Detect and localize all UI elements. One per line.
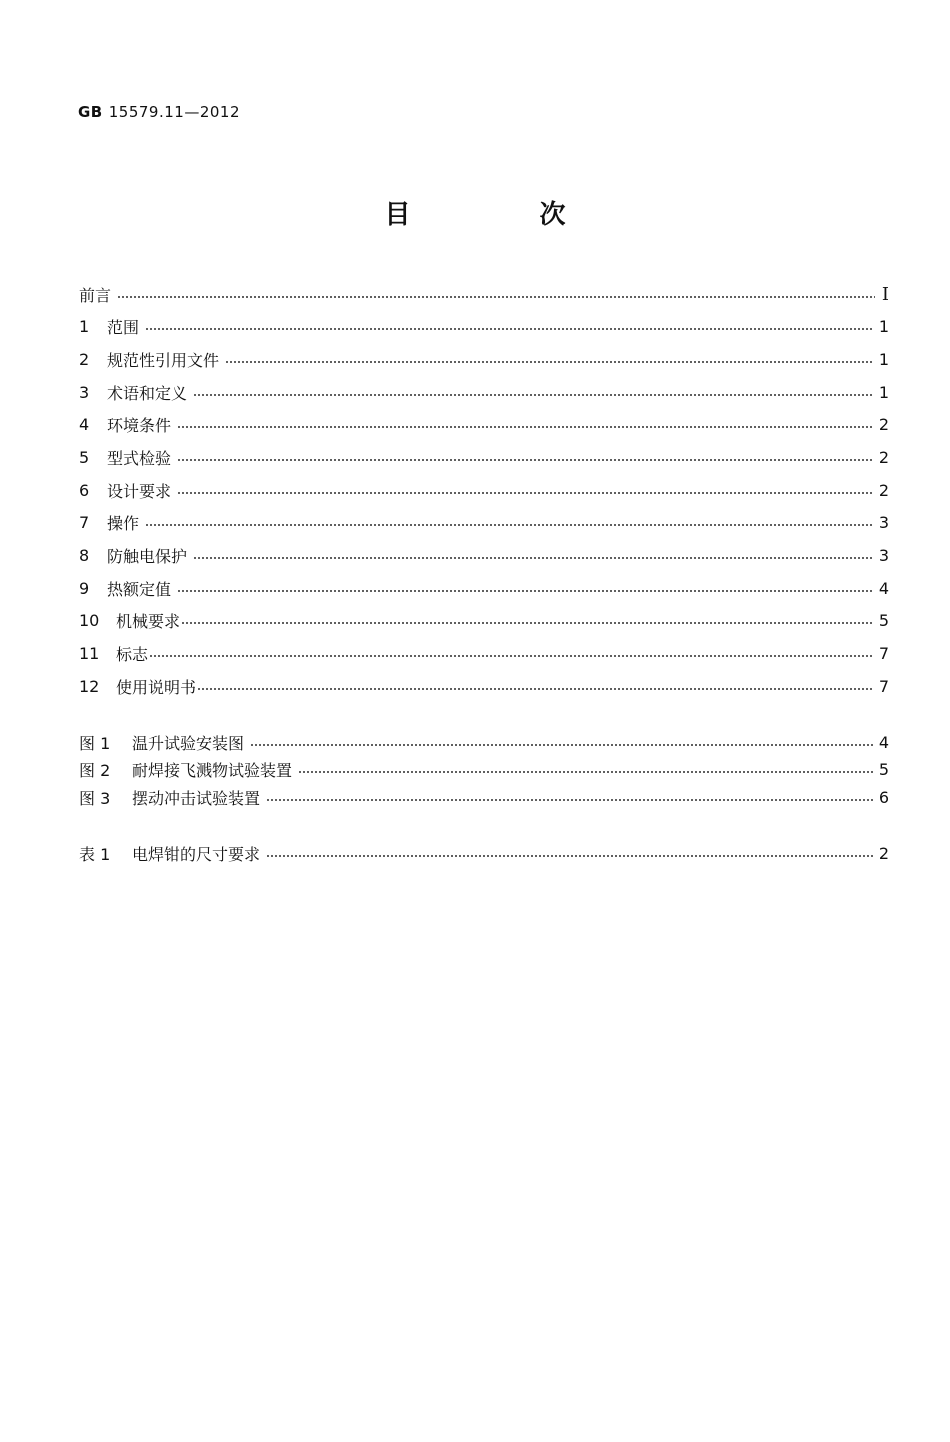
toc-entry-page: 1	[878, 382, 889, 402]
toc-entry-8[interactable]	[79, 543, 889, 567]
toc-figure-2[interactable]	[79, 757, 889, 781]
standard-prefix: GB	[78, 103, 103, 121]
toc-entry-5[interactable]	[79, 445, 889, 469]
toc-entry-title: 操作	[107, 513, 140, 533]
toc-entry-page: 7	[878, 676, 889, 696]
toc-entry-page: 2	[878, 414, 889, 434]
page-title: 目 次	[384, 200, 626, 230]
toc-entry-number: 8	[79, 545, 90, 565]
toc-entry-page: 2	[878, 447, 889, 467]
toc-entry-page: 3	[878, 545, 889, 565]
dot-leader	[250, 744, 873, 746]
dot-leader	[266, 799, 873, 801]
standard-code	[78, 103, 240, 121]
toc-entry-number: 11	[79, 643, 100, 663]
toc-entry-number: 2	[79, 349, 90, 369]
toc-figure-page: 4	[878, 732, 889, 752]
dot-leader	[225, 361, 873, 363]
toc-entry-title: 型式检验	[107, 448, 172, 468]
toc-entry-title: 环境条件	[107, 415, 172, 435]
toc-entry-1[interactable]	[79, 314, 889, 338]
toc-figure-number: 图 3	[79, 788, 111, 808]
toc-figure-1[interactable]	[79, 730, 889, 754]
dot-leader	[197, 688, 873, 690]
toc-entry-title: 前言	[79, 285, 112, 305]
dot-leader	[177, 492, 873, 494]
toc-entry-foreword[interactable]	[79, 282, 889, 306]
toc-entry-2[interactable]	[79, 347, 889, 371]
toc-entry-page: 5	[878, 610, 889, 630]
toc-entry-page: 7	[878, 643, 889, 663]
toc-figure-number: 图 2	[79, 760, 111, 780]
toc-entry-page: 3	[878, 512, 889, 532]
toc-figure-page: 6	[878, 787, 889, 807]
dot-leader	[145, 524, 873, 526]
toc-entry-9[interactable]	[79, 576, 889, 600]
toc-entry-title: 防触电保护	[107, 546, 188, 566]
toc-entry-title: 范围	[107, 317, 140, 337]
toc-entry-number: 4	[79, 414, 90, 434]
toc-entry-3[interactable]	[79, 380, 889, 404]
toc-table-page: 2	[878, 843, 889, 863]
toc-entry-page: 4	[878, 578, 889, 598]
toc-figure-title: 温升试验安装图	[132, 733, 245, 753]
toc-entry-title: 规范性引用文件	[107, 350, 220, 370]
dot-leader	[145, 328, 873, 330]
toc-entry-number: 5	[79, 447, 90, 467]
toc-entry-title: 术语和定义	[107, 383, 188, 403]
toc-entry-number: 6	[79, 480, 90, 500]
dot-leader	[177, 459, 873, 461]
toc-entry-12[interactable]	[79, 674, 889, 698]
toc-entry-title: 机械要求	[116, 611, 181, 631]
toc-table-number: 表 1	[79, 844, 111, 864]
dot-leader	[266, 855, 873, 857]
toc-figure-number: 图 1	[79, 733, 111, 753]
toc-entry-title: 热额定值	[107, 579, 172, 599]
toc-figure-page: 5	[878, 759, 889, 779]
toc-entry-title: 设计要求	[107, 481, 172, 501]
toc-figure-title: 摆动冲击试验装置	[132, 788, 261, 808]
dot-leader	[177, 590, 873, 592]
toc-table-1[interactable]	[79, 841, 889, 865]
toc-figure-title: 耐焊接飞溅物试验装置	[132, 760, 293, 780]
toc-entry-number: 1	[79, 316, 90, 336]
toc-entry-page: 2	[878, 480, 889, 500]
dot-leader	[149, 655, 873, 657]
toc-entry-11[interactable]	[79, 641, 889, 665]
toc-entry-number: 10	[79, 610, 100, 630]
toc-entry-number: 7	[79, 512, 90, 532]
dot-leader	[117, 296, 875, 298]
toc-entry-number: 9	[79, 578, 90, 598]
toc-entry-title: 使用说明书	[116, 677, 197, 697]
toc-entry-10[interactable]	[79, 608, 889, 632]
toc-entry-7[interactable]	[79, 510, 889, 534]
toc-entry-4[interactable]	[79, 412, 889, 436]
toc-entry-number: 12	[79, 676, 100, 696]
dot-leader	[298, 771, 873, 773]
toc-entry-number: 3	[79, 382, 90, 402]
toc-table-title: 电焊钳的尺寸要求	[132, 844, 261, 864]
dot-leader	[181, 622, 873, 624]
toc-figure-3[interactable]	[79, 785, 889, 809]
dot-leader	[193, 394, 873, 396]
toc-entry-page: 1	[878, 316, 889, 336]
standard-number: 15579.11—2012	[108, 103, 240, 121]
toc-entry-title: 标志	[116, 644, 149, 664]
toc-entry-page: 1	[878, 349, 889, 369]
dot-leader	[193, 557, 873, 559]
toc-entry-page: I	[881, 283, 889, 305]
dot-leader	[177, 426, 873, 428]
toc-entry-6[interactable]	[79, 478, 889, 502]
